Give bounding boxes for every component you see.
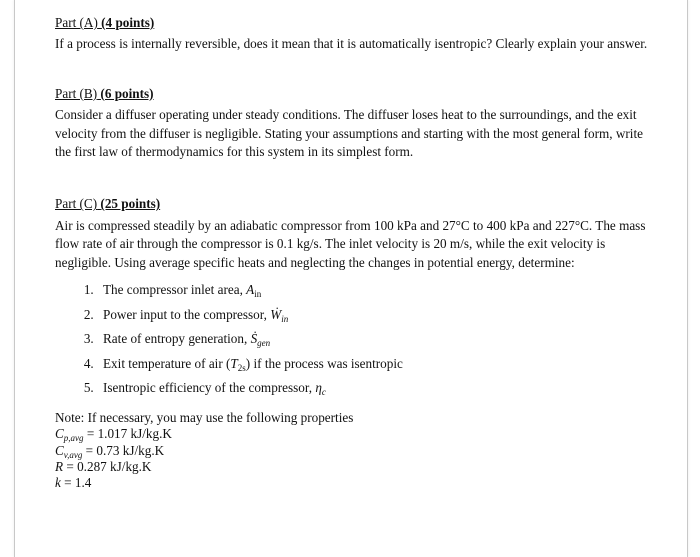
part-c-title: Part (C) <box>55 196 98 212</box>
problem-content <box>55 14 655 492</box>
part-a-points: (4 points) <box>101 15 155 30</box>
part-b-heading <box>55 85 655 103</box>
part-c-points: (25 points) <box>100 196 161 212</box>
task-item: 4. Exit temperature of air $(T_{2s})$ if the process was isentropic <box>97 355 655 373</box>
task-item: 2. Power input to the compressor, Ẇ$_{in}$ <box>97 306 655 324</box>
property-cp: $C_{p,avg} = 1.017$ kJ/kg.K <box>55 426 172 444</box>
task-item: 3. Rate of entropy generation, Ṡ$_{gen}$ <box>97 330 655 348</box>
part-a-section <box>55 14 655 54</box>
part-c-section <box>55 195 655 397</box>
property-k: k = 1.4 <box>55 475 92 491</box>
part-a-heading <box>55 14 655 32</box>
part-b-points: (6 points) <box>100 85 154 101</box>
document-page <box>14 0 688 557</box>
part-a-title: Part (A) <box>55 15 98 30</box>
part-a-question: If a process is internally reversible, does it mean that it is automatically isentropic? Clearly explain your answer. <box>55 36 648 52</box>
part-b-section <box>55 85 655 162</box>
property-cv: $C_{v,avg} = 0.73$ kJ/kg.K <box>55 442 165 460</box>
task-item: 1. The compressor inlet area, $A_{in}$ <box>97 281 655 299</box>
task-item: 5. Isentropic efficiency of the compressor, $\eta_c$ <box>97 379 655 397</box>
part-c-task-list <box>55 281 655 398</box>
properties-note <box>55 410 655 492</box>
part-c-heading <box>55 195 655 213</box>
part-c-question: Air is compressed steadily by an adiabatic compressor from 100 kPa and 27°C to 400 kPa and 227°C. The mass flow rate of air through the compressor is 0.1 kg/s. The inlet velocity is 20 m/s, while the exit velocity is negligible. Using average specific heats and neglecting the changes in potential energy, determine: <box>55 217 646 270</box>
part-b-title: Part (B) <box>55 85 98 101</box>
note-intro: Note: If necessary, you may use the following properties <box>55 409 354 425</box>
part-b-question: Consider a diffuser operating under steady conditions. The diffuser loses heat to the surroundings, and the exit velocity from the diffuser is negligible. Stating your assumptions and starting with the most general form, write the first law of thermodynamics for this system in its simplest form. <box>55 107 643 160</box>
property-r: R = 0.287 kJ/kg.K <box>55 459 152 475</box>
